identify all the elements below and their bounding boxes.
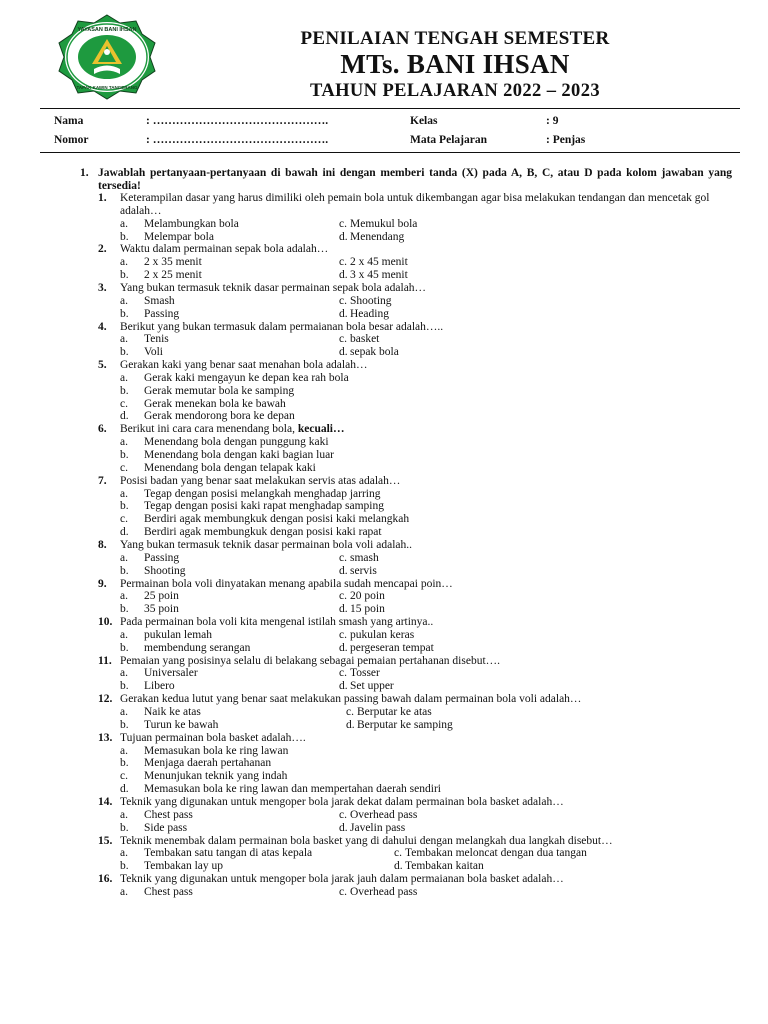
option-letter[interactable]: a. xyxy=(120,628,128,641)
logo-bottom-text: TAPAK KAWIN TANGERANG xyxy=(76,85,138,90)
option-letter[interactable]: c. xyxy=(339,333,347,346)
option-letter[interactable]: a. xyxy=(120,371,128,384)
option-letter[interactable]: b. xyxy=(120,757,129,770)
question-text: Teknik yang digunakan untuk mengoper bola jarak dekat dalam permainan bola basket adalah… xyxy=(120,795,564,808)
question-text: Teknik yang digunakan untuk mengoper bola jarak jauh dalam permaianan bola basket adalah… xyxy=(120,873,564,886)
nomor-field[interactable]: : ………………………………………. xyxy=(146,134,329,146)
option-letter[interactable]: a. xyxy=(120,436,128,449)
question-number: 15. xyxy=(98,834,113,847)
option-letter[interactable]: d. xyxy=(339,641,348,654)
option-letter[interactable]: b. xyxy=(120,603,129,616)
option-letter[interactable]: c. xyxy=(120,397,128,410)
option-text[interactable]: Menendang xyxy=(350,230,405,243)
option-text[interactable]: Memasukan bola ke ring lawan dan mempertahan daerah sendiri xyxy=(144,783,441,796)
question-number: 2. xyxy=(98,243,107,256)
option-text[interactable]: 2 x 35 menit xyxy=(144,256,202,269)
option-text[interactable]: 3 x 45 menit xyxy=(350,269,408,282)
question-number: 3. xyxy=(98,281,107,294)
option-text[interactable]: Tembakan kaitan xyxy=(405,860,484,873)
option-text[interactable]: 2 x 25 menit xyxy=(144,269,202,282)
option-letter[interactable]: b. xyxy=(120,718,129,731)
option-text[interactable]: Shooting xyxy=(350,294,392,307)
option-letter[interactable]: c. xyxy=(346,706,354,718)
header-divider-top xyxy=(40,108,740,109)
question-number: 4. xyxy=(98,320,107,333)
option-letter[interactable]: b. xyxy=(120,500,129,513)
option-letter[interactable]: d. xyxy=(339,680,348,693)
option-letter[interactable]: a. xyxy=(120,551,128,564)
option-letter[interactable]: d. xyxy=(339,821,348,834)
question-text: Yang bukan termasuk teknik dasar permainan bola voli adalah.. xyxy=(120,538,413,551)
question-text: Yang bukan termasuk teknik dasar permainan sepak bola adalah… xyxy=(120,281,427,294)
option-text[interactable]: Gerak kaki mengayun ke depan kea rah bola xyxy=(144,371,349,384)
question-text: Permainan bola voli dinyatakan menang apabila sudah mencapai poin… xyxy=(120,577,453,590)
option-text[interactable]: Melempar bola xyxy=(144,230,214,243)
option-letter[interactable]: a. xyxy=(120,847,128,860)
option-letter[interactable]: b. xyxy=(120,346,129,359)
exam-title: PENILAIAN TENGAH SEMESTER xyxy=(300,28,610,49)
nama-label: Nama xyxy=(54,115,84,127)
option-text[interactable]: Passing xyxy=(144,551,180,564)
option-text[interactable]: membendung serangan xyxy=(144,641,251,654)
option-letter[interactable]: b. xyxy=(120,384,129,397)
question-number: 11. xyxy=(98,654,112,667)
option-letter[interactable]: c. xyxy=(339,590,347,603)
question-text: Pada permainan bola voli kita mengenal istilah smash yang artinya.. xyxy=(120,616,434,629)
option-letter[interactable]: a. xyxy=(120,294,128,307)
option-text[interactable]: 2 x 45 menit xyxy=(350,256,408,269)
option-letter[interactable]: b. xyxy=(120,307,129,320)
option-letter[interactable]: a. xyxy=(120,706,128,718)
option-letter[interactable]: a. xyxy=(120,256,128,269)
option-letter[interactable]: b. xyxy=(120,680,129,693)
option-text[interactable]: Tembakan meloncat dengan dua tangan xyxy=(405,847,587,860)
option-text[interactable]: Side pass xyxy=(144,821,188,834)
option-text[interactable]: Menendang bola dengan telapak kaki xyxy=(144,461,316,474)
option-text[interactable]: basket xyxy=(350,333,380,346)
school-logo xyxy=(56,14,158,100)
option-letter[interactable]: d. xyxy=(346,718,355,731)
option-letter[interactable]: b. xyxy=(120,564,129,577)
question-number: 7. xyxy=(98,474,107,487)
option-text[interactable]: Gerak menekan bola ke bawah xyxy=(144,397,286,410)
option-text[interactable]: pergeseran tempat xyxy=(350,641,434,654)
question-text: Pemaian yang posisinya selalu di belakang sebagai pemaian pertahanan disebut…. xyxy=(120,654,501,667)
option-letter[interactable]: a. xyxy=(120,333,128,346)
question-number: 9. xyxy=(98,577,107,590)
option-letter[interactable]: d. xyxy=(120,526,129,539)
option-letter[interactable]: b. xyxy=(120,641,129,654)
question-text: Waktu dalam permainan sepak bola adalah… xyxy=(120,243,329,256)
option-text[interactable]: Shooting xyxy=(144,564,186,577)
option-text[interactable]: Universaler xyxy=(144,667,198,680)
option-letter[interactable]: a. xyxy=(120,217,128,230)
option-letter[interactable]: c. xyxy=(339,808,347,821)
question-emphasis: kecuali… xyxy=(297,423,345,436)
school-name: MTs. BANI IHSAN xyxy=(340,49,570,79)
option-text[interactable]: Tosser xyxy=(350,667,380,680)
academic-year: TAHUN PELAJARAN 2022 – 2023 xyxy=(309,81,601,101)
option-text[interactable]: Set upper xyxy=(350,680,394,693)
option-text[interactable]: Menunjukan teknik yang indah xyxy=(144,770,288,783)
option-letter[interactable]: b. xyxy=(120,449,129,461)
option-letter[interactable]: a. xyxy=(120,487,128,500)
question-number: 12. xyxy=(98,693,113,706)
option-letter[interactable]: b. xyxy=(120,821,129,834)
option-letter[interactable]: d. xyxy=(339,230,348,243)
option-text[interactable]: Berdiri agak membungkuk dengan posisi kaki melangkah xyxy=(144,513,410,526)
logo-top-text: YAYASAN BANI IHSAN xyxy=(77,27,137,33)
option-letter[interactable]: a. xyxy=(120,744,128,757)
question-number: 1. xyxy=(98,192,107,204)
option-text[interactable]: Tegap dengan posisi kaki rapat menghadap samping xyxy=(144,500,384,513)
instruction-text: Jawablah pertanyaan-pertanyaan di bawah ini dengan memberi tanda (X) pada A, B, C, atau D pada kolom jawaban yang tersedia! xyxy=(98,167,732,192)
option-letter[interactable]: c. xyxy=(120,513,128,526)
option-text[interactable]: Smash xyxy=(144,294,175,307)
question-text: Keterampilan dasar yang harus dimiliki oleh pemain bola untuk dikembangan agar bisa melakukan tendangan dan mencetak gol adalah… xyxy=(120,192,710,217)
nomor-label: Nomor xyxy=(54,134,89,146)
option-text[interactable]: Menendang bola dengan kaki bagian luar xyxy=(144,449,335,461)
option-text[interactable]: servis xyxy=(350,564,377,577)
option-letter[interactable]: c. xyxy=(339,256,347,269)
question-text: Berikut yang bukan termasuk dalam permaianan bola besar adalah….. xyxy=(120,320,444,333)
option-letter[interactable]: d. xyxy=(120,410,129,423)
option-text[interactable]: Naik ke atas xyxy=(144,706,201,718)
option-text[interactable]: Passing xyxy=(144,307,180,320)
question-number: 5. xyxy=(98,359,107,372)
option-letter[interactable]: d. xyxy=(339,346,348,359)
option-text[interactable]: pukulan keras xyxy=(350,628,415,641)
question-number: 6. xyxy=(98,423,107,436)
option-letter[interactable]: b. xyxy=(120,269,129,282)
option-letter[interactable]: c. xyxy=(339,628,347,641)
header-divider-bottom xyxy=(40,152,740,153)
option-letter[interactable]: b. xyxy=(120,230,129,243)
option-letter[interactable]: a. xyxy=(120,667,128,680)
option-letter[interactable]: b. xyxy=(120,860,129,873)
option-text[interactable]: Menjaga daerah pertahanan xyxy=(144,757,272,770)
option-text[interactable]: Heading xyxy=(350,307,389,320)
mapel-label: Mata Pelajaran xyxy=(410,134,487,146)
option-text[interactable]: Voli xyxy=(144,346,163,359)
question-number: 8. xyxy=(98,538,107,551)
option-text[interactable]: sepak bola xyxy=(350,346,399,359)
option-text[interactable]: Berputar ke atas xyxy=(357,706,432,718)
question-text: Teknik menembak dalam permainan bola basket yang di dahului dengan melangkah dua langkah disebut… xyxy=(120,834,613,847)
option-text[interactable]: pukulan lemah xyxy=(144,628,213,641)
option-letter[interactable]: c. xyxy=(339,551,347,564)
question-text: Gerakan kaki yang benar saat menahan bola adalah… xyxy=(120,359,368,372)
question-text: Tujuan permainan bola basket adalah…. xyxy=(120,731,306,744)
option-text[interactable]: Berdiri agak membungkuk dengan posisi kaki rapat xyxy=(144,526,382,539)
option-letter[interactable]: c. xyxy=(339,667,347,680)
option-text[interactable]: Memasukan bola ke ring lawan xyxy=(144,744,289,757)
option-text[interactable]: Gerak memutar bola ke samping xyxy=(144,384,295,397)
option-text[interactable]: Chest pass xyxy=(144,885,193,898)
question-number: 14. xyxy=(98,795,113,808)
option-letter[interactable]: c. xyxy=(339,294,347,307)
option-text[interactable]: Tenis xyxy=(144,333,169,346)
option-letter[interactable]: a. xyxy=(120,590,128,603)
option-text[interactable]: Turun ke bawah xyxy=(144,718,219,731)
option-text[interactable]: Menendang bola dengan punggung kaki xyxy=(144,436,329,449)
option-letter[interactable]: d. xyxy=(339,307,348,320)
option-letter[interactable]: c. xyxy=(339,885,347,898)
option-text[interactable]: Melambungkan bola xyxy=(144,217,239,230)
option-letter[interactable]: d. xyxy=(339,603,348,616)
option-text[interactable]: 35 poin xyxy=(144,603,179,616)
question-number: 13. xyxy=(98,731,113,744)
option-text[interactable]: 15 poin xyxy=(350,603,385,616)
option-text[interactable]: Overhead pass xyxy=(350,885,418,898)
option-text[interactable]: Gerak mendorong bora ke depan xyxy=(144,410,295,423)
option-text[interactable]: Libero xyxy=(144,680,175,693)
question-text: Gerakan kedua lutut yang benar saat melakukan passing bawah dalam permainan bola voli adalah… xyxy=(120,693,582,706)
option-letter[interactable]: c. xyxy=(339,217,347,230)
option-letter[interactable]: d. xyxy=(339,564,348,577)
question-text: Berikut ini cara cara menendang bola, kecuali… xyxy=(120,423,345,436)
option-letter[interactable]: c. xyxy=(120,461,128,474)
kelas-label: Kelas xyxy=(410,115,438,127)
option-text[interactable]: smash xyxy=(350,551,379,564)
option-text[interactable]: Overhead pass xyxy=(350,808,418,821)
instruction-number: 1. xyxy=(80,167,89,179)
question-number: 10. xyxy=(98,616,113,629)
nama-field[interactable]: : ………………………………………. xyxy=(146,115,329,127)
option-text[interactable]: Tegap dengan posisi melangkah menghadap jarring xyxy=(144,487,381,500)
option-text[interactable]: Tembakan lay up xyxy=(144,860,224,873)
question-text: Posisi badan yang benar saat melakukan servis atas adalah… xyxy=(120,474,401,487)
option-letter[interactable]: d. xyxy=(339,269,348,282)
option-letter[interactable]: c. xyxy=(394,847,402,860)
option-text[interactable]: Berputar ke samping xyxy=(357,718,453,731)
option-text[interactable]: Chest pass xyxy=(144,808,193,821)
option-letter[interactable]: d. xyxy=(394,860,403,873)
option-text[interactable]: Javelin pass xyxy=(350,821,406,834)
option-text[interactable]: Memukul bola xyxy=(350,217,418,230)
option-text[interactable]: 20 poin xyxy=(350,590,385,603)
option-text[interactable]: 25 poin xyxy=(144,590,179,603)
question-number: 16. xyxy=(98,873,113,886)
option-letter[interactable]: d. xyxy=(120,783,129,796)
kelas-value: : 9 xyxy=(546,115,559,127)
option-letter[interactable]: a. xyxy=(120,808,128,821)
option-text[interactable]: Tembakan satu tangan di atas kepala xyxy=(144,847,313,860)
mapel-value: : Penjas xyxy=(546,134,586,146)
option-letter[interactable]: c. xyxy=(120,770,128,783)
option-letter[interactable]: a. xyxy=(120,885,128,898)
